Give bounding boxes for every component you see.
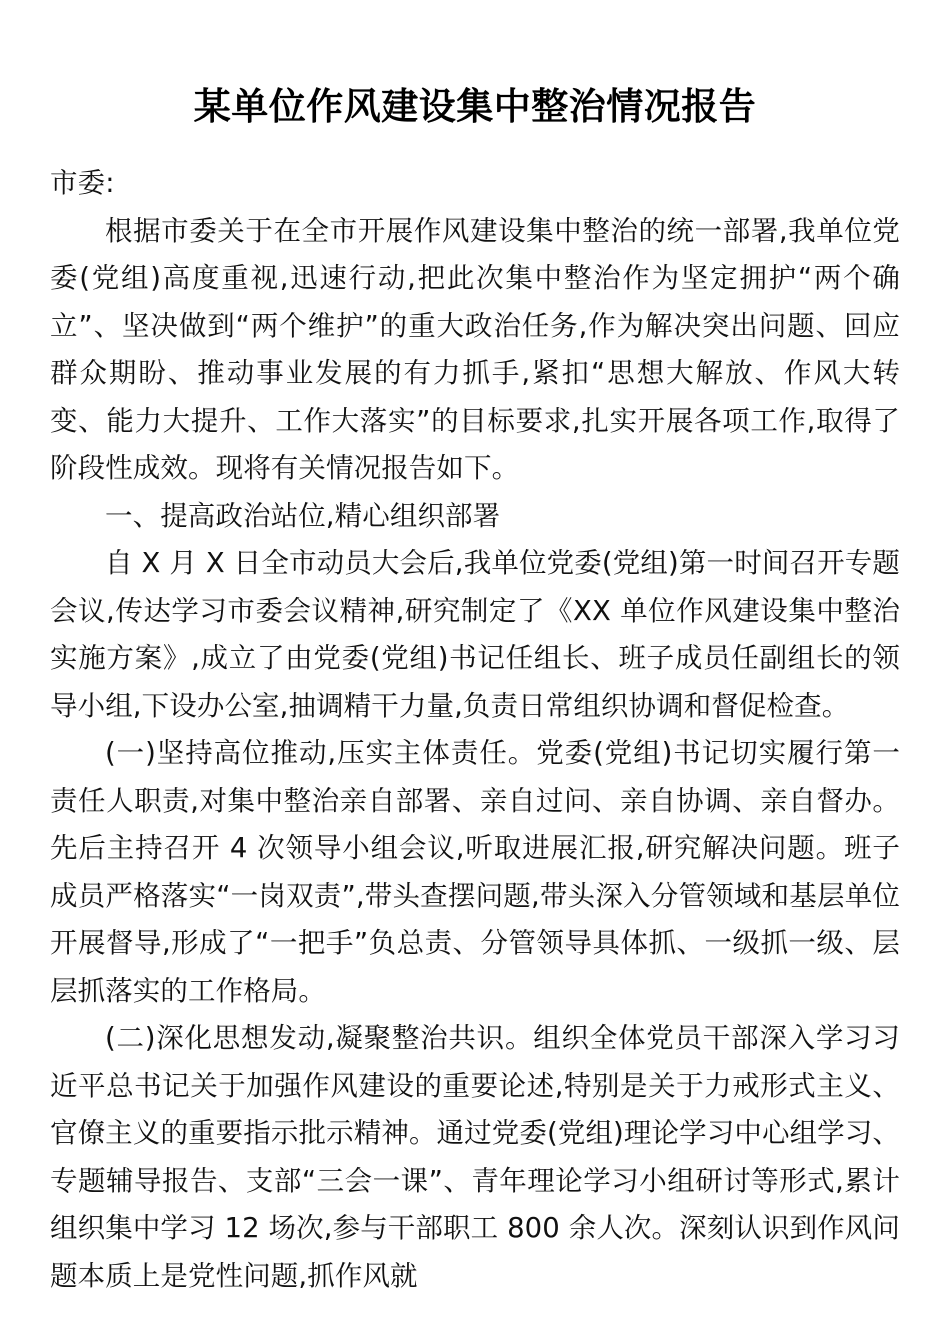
paragraph-section-1-item-2: (二)深化思想发动,凝聚整治共识。组织全体党员干部深入学习习近平总书记关于加强作风建设的重要论述,特别是关于力戒形式主义、官僚主义的重要指示批示精神。通过党委(党组)理论学习中心组学习、专题辅导报告、支部“三会一课”、青年理论学习小组研讨等形式,累计组织集中学习 12 场次,参与干部职工 800 余人次。深刻认识到作风问题本质上是党性问题,抓作风就 bbox=[50, 1022, 900, 1292]
paragraph-section-1-item-1: (一)坚持高位推动,压实主体责任。党委(党组)书记切实履行第一责任人职责,对集中整治亲自部署、亲自过问、亲自协调、亲自督办。先后主持召开 4 次领导小组会议,听取进展汇报,研究解决问题。班子成员严格落实“一岗双责”,带头查摆问题,带头深入分管领域和基层单位开展督导,形成了“一把手”负总责、分管领导具体抓、一级抓一级、层层抓落实的工作格局。 bbox=[50, 737, 900, 1007]
paragraph-intro: 根据市委关于在全市开展作风建设集中整治的统一部署,我单位党委(党组)高度重视,迅速行动,把此次集中整治作为坚定拥护“两个确立”、坚决做到“两个维护”的重大政治任务,作为解决突出问题、回应群众期盼、推动事业发展的有力抓手,紧扣“思想大解放、作风大转变、能力大提升、工作大落实”的目标要求,扎实开展各项工作,取得了阶段性成效。现将有关情况报告如下。 bbox=[50, 214, 900, 484]
section-heading-1: 一、提高政治站位,精心组织部署 bbox=[105, 499, 501, 532]
salutation-line: 市委: bbox=[50, 167, 115, 199]
paragraph-section-1-body: 自 X 月 X 日全市动员大会后,我单位党委(党组)第一时间召开专题会议,传达学习市委会议精神,研究制定了《XX 单位作风建设集中整治实施方案》,成立了由党委(党组)书记任组长、班子成员任副组长的领导小组,下设办公室,抽调精干力量,负责日常组织协调和督促检查。 bbox=[50, 547, 900, 722]
page-title: 某单位作风建设集中整治情况报告 bbox=[193, 84, 757, 128]
document-body bbox=[50, 160, 900, 1300]
